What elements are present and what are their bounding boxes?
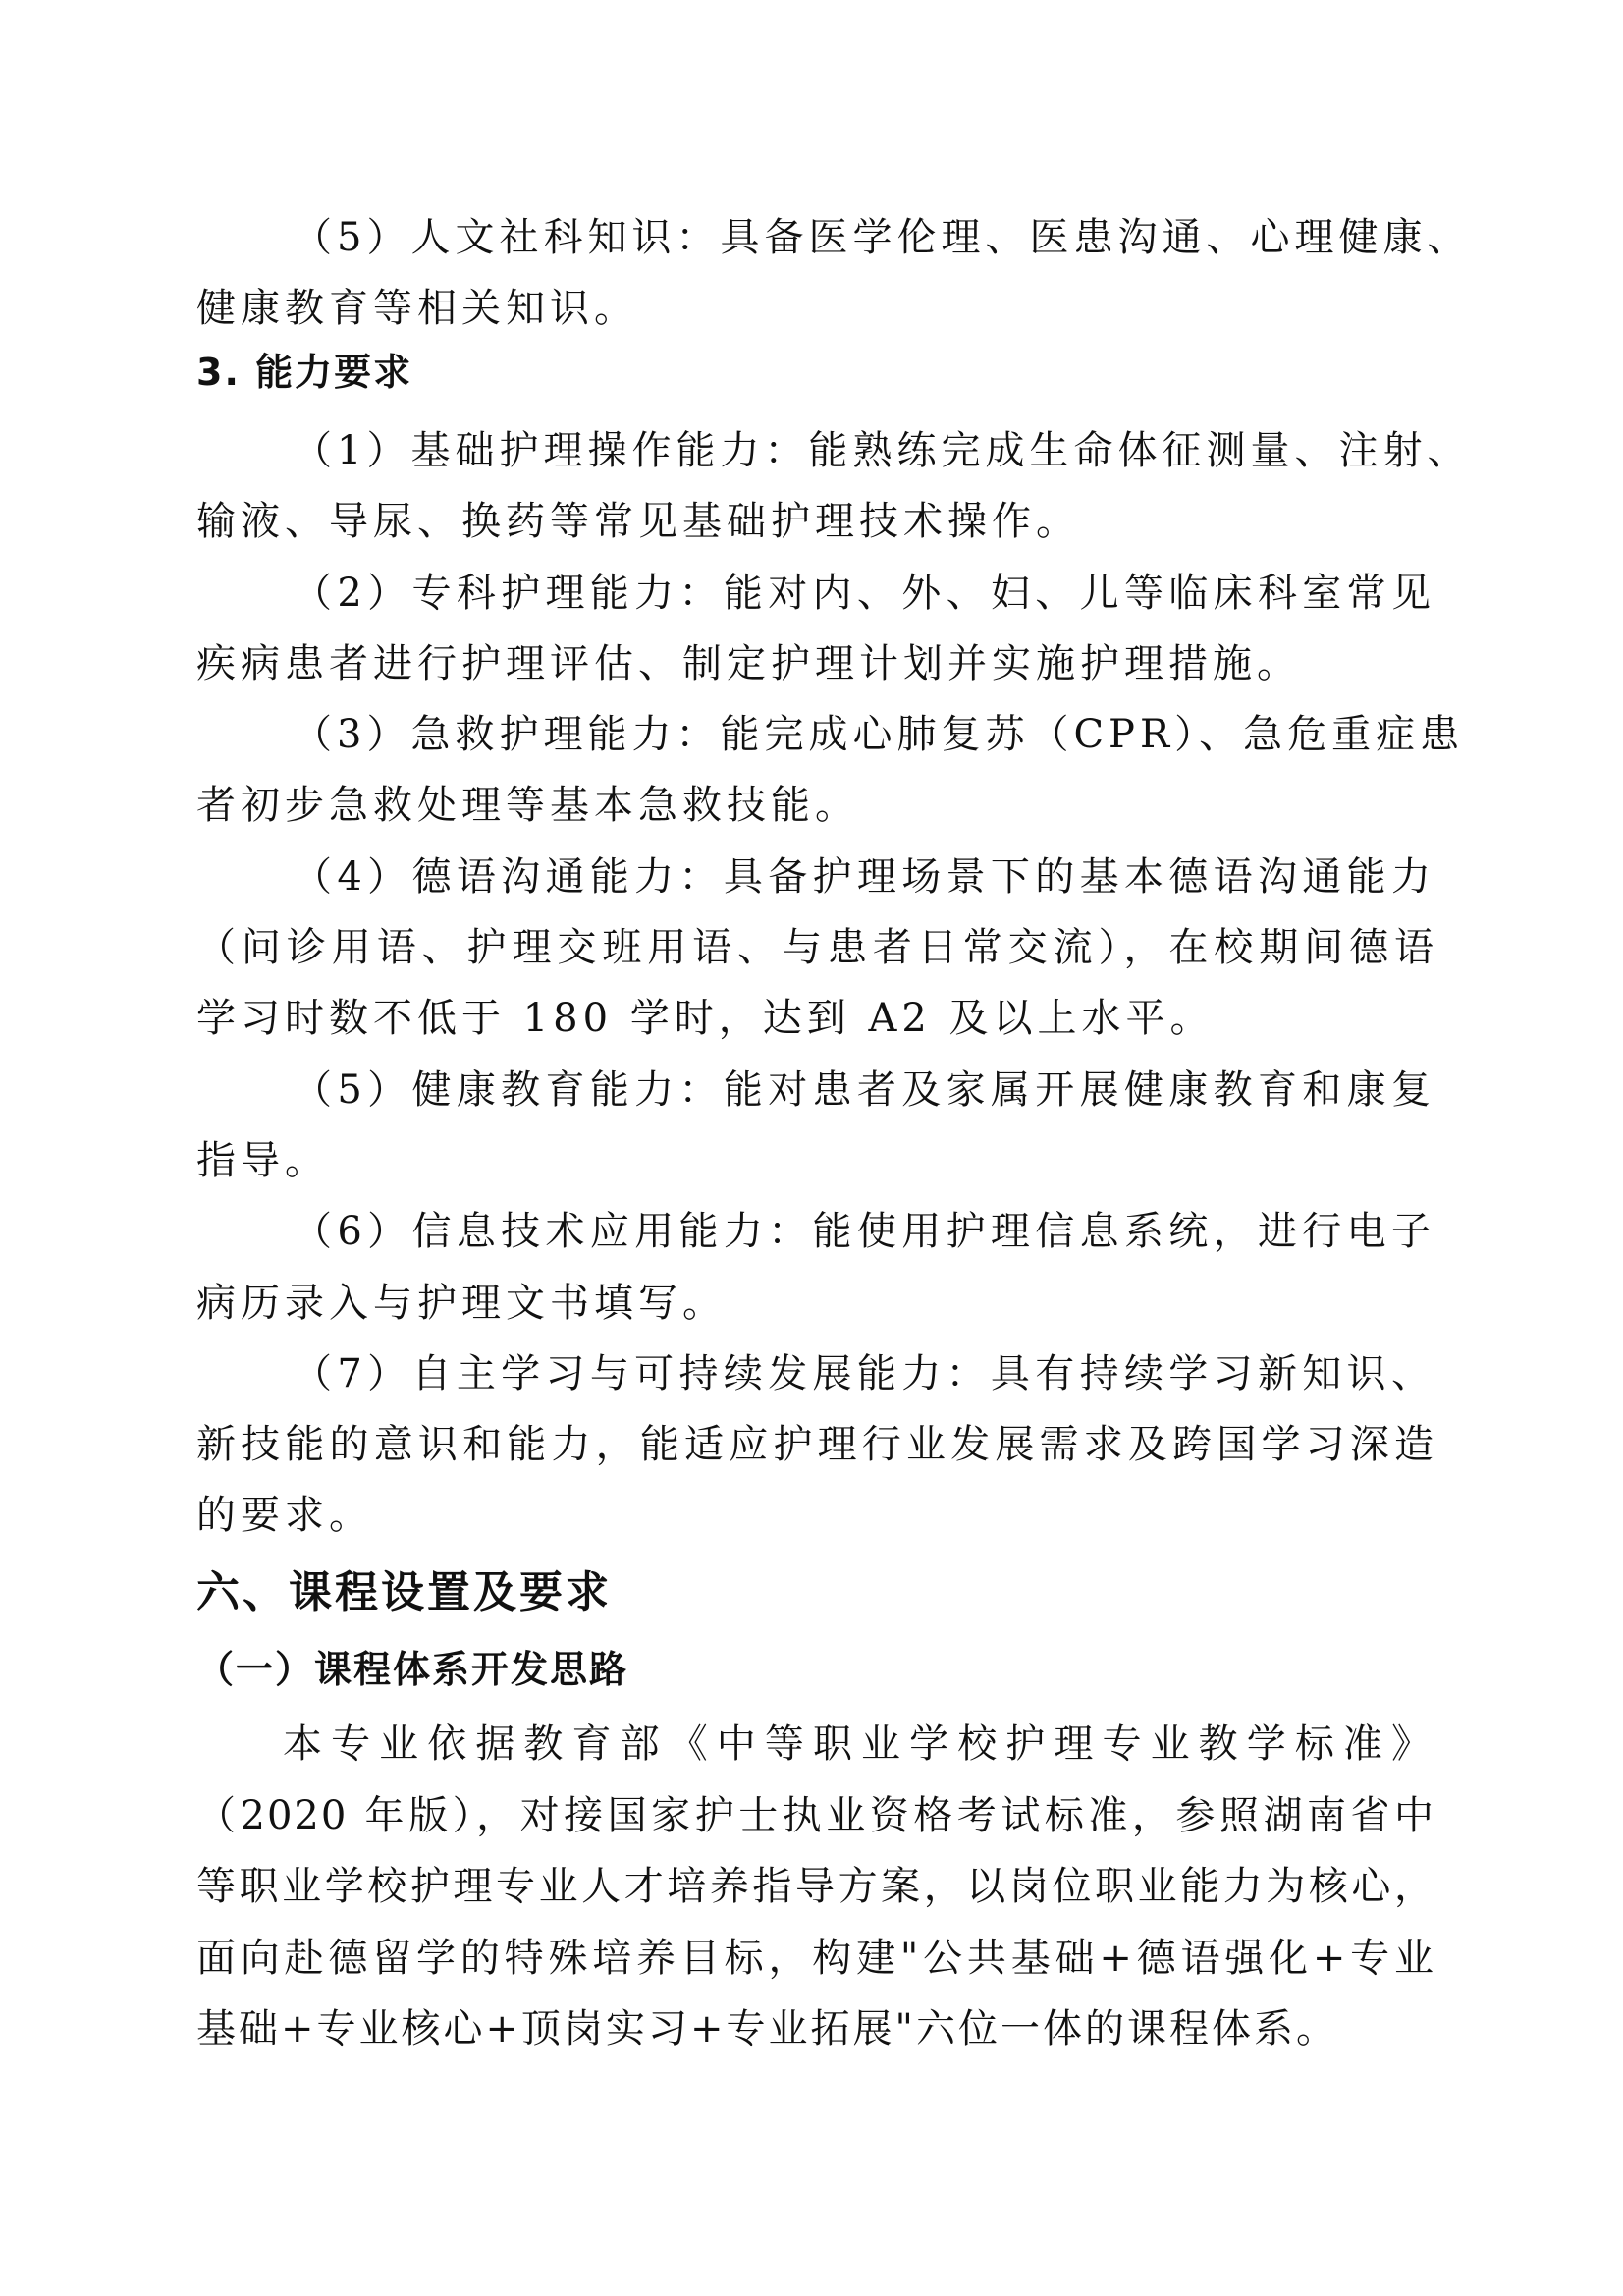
paragraph-line: 健康教育等相关知识。 bbox=[196, 286, 638, 331]
paragraph-line: 等职业学校护理专业人才培养指导方案，以岗位职业能力为核心， bbox=[196, 1864, 1435, 1909]
paragraph-line: 学习时数不低于 180 学时，达到 A2 及以上水平。 bbox=[196, 996, 1215, 1041]
chapter-heading-curriculum: 六、课程设置及要求 bbox=[196, 1567, 612, 1617]
paragraph-line: （4）德语沟通能力：具备护理场景下的基本德语沟通能力 bbox=[293, 854, 1435, 900]
paragraph-line: 病历录入与护理文书填写。 bbox=[196, 1281, 727, 1326]
paragraph-line: 基础+专业核心+顶岗实习+专业拓展"六位一体的课程体系。 bbox=[196, 2006, 1338, 2051]
paragraph-line: 者初步急救处理等基本急救技能。 bbox=[196, 783, 859, 828]
paragraph-line: （2）专科护理能力：能对内、外、妇、儿等临床科室常见 bbox=[293, 571, 1435, 616]
paragraph-line: 输液、导尿、换药等常见基础护理技术操作。 bbox=[196, 499, 1080, 544]
paragraph-line: 本专业依据教育部《中等职业学校护理专业教学标准》 bbox=[283, 1722, 1435, 1767]
paragraph-line: 指导。 bbox=[196, 1138, 329, 1183]
paragraph-line: 疾病患者进行护理评估、制定护理计划并实施护理措施。 bbox=[196, 641, 1301, 686]
paragraph-line: （5）人文社科知识：具备医学伦理、医患沟通、心理健康、 bbox=[293, 215, 1472, 260]
paragraph-line: 面向赴德留学的特殊培养目标，构建"公共基础+德语强化+专业 bbox=[196, 1936, 1435, 1981]
paragraph-line: （7）自主学习与可持续发展能力：具有持续学习新知识、 bbox=[293, 1351, 1435, 1396]
section-heading-ability: 3. 能力要求 bbox=[196, 351, 413, 394]
paragraph-line: （2020 年版），对接国家护士执业资格考试标准，参照湖南省中 bbox=[196, 1793, 1435, 1838]
paragraph-line: （5）健康教育能力：能对患者及家属开展健康教育和康复 bbox=[293, 1067, 1435, 1113]
paragraph-line: （3）急救护理能力：能完成心肺复苏（CPR）、急危重症患 bbox=[293, 712, 1465, 757]
paragraph-line: （1）基础护理操作能力：能熟练完成生命体征测量、注射、 bbox=[293, 428, 1472, 473]
paragraph-line: 新技能的意识和能力，能适应护理行业发展需求及跨国学习深造 bbox=[196, 1422, 1435, 1467]
paragraph-line: （问诊用语、护理交班用语、与患者日常交流），在校期间德语 bbox=[196, 925, 1435, 970]
subsection-heading-curriculum-design: （一）课程体系开发思路 bbox=[196, 1648, 629, 1691]
paragraph-line: （6）信息技术应用能力：能使用护理信息系统，进行电子 bbox=[293, 1209, 1435, 1254]
paragraph-line: 的要求。 bbox=[196, 1493, 373, 1538]
